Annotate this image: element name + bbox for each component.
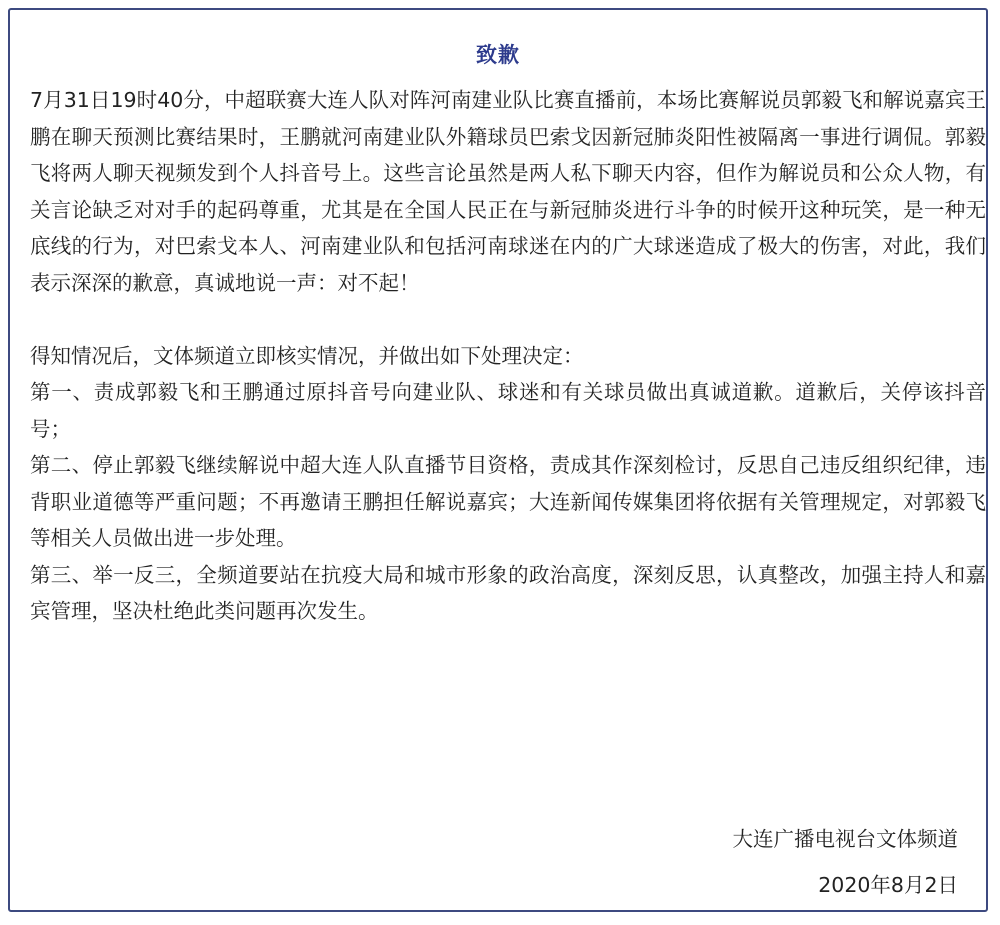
paragraph-decision-1: 第一、责成郭毅飞和王鹏通过原抖音号向建业队、球迷和有关球员做出真诚道歉。道歉后，关停该抖音号； bbox=[30, 380, 986, 441]
notice-body bbox=[30, 82, 986, 630]
paragraph-incident: 7月31日19时40分，中超联赛大连人队对阵河南建业队比赛直播前，本场比赛解说员郭毅飞和解说嘉宾王鹏在聊天预测比赛结果时，王鹏就河南建业队外籍球员巴索戈因新冠肺炎阳性被隔离一事进行调侃。郭毅飞将两人聊天视频发到个人抖音号上。这些言论虽然是两人私下聊天内容，但作为解说员和公众人物，有关言论缺乏对对手的起码尊重，尤其是在全国人民正在与新冠肺炎进行斗争的时候开这种玩笑，是一种无底线的行为，对巴索戈本人、河南建业队和包括河南球迷在内的广大球迷造成了极大的伤害，对此，我们表示深深的歉意，真诚地说一声：对不起！ bbox=[30, 88, 986, 295]
paragraph-decision-intro: 得知情况后，文体频道立即核实情况，并做出如下处理决定： bbox=[30, 343, 584, 368]
paragraph-decision-2: 第二、停止郭毅飞继续解说中超大连人队直播节目资格，责成其作深刻检讨，反思自己违反组织纪律，违背职业道德等严重问题；不再邀请王鹏担任解说嘉宾；大连新闻传媒集团将依据有关管理规定，对郭毅飞等相关人员做出进一步处理。 bbox=[30, 453, 986, 550]
paragraph-spacer bbox=[30, 301, 986, 338]
paragraph-decision-3: 第三、举一反三，全频道要站在抗疫大局和城市形象的政治高度，深刻反思，认真整改，加强主持人和嘉宾管理，坚决杜绝此类问题再次发生。 bbox=[30, 562, 986, 623]
signature-date: 2020年8月2日 bbox=[818, 873, 958, 897]
signature-organization: 大连广播电视台文体频道 bbox=[732, 827, 958, 851]
notice-frame bbox=[8, 8, 988, 912]
notice-title: 致歉 bbox=[476, 43, 520, 67]
